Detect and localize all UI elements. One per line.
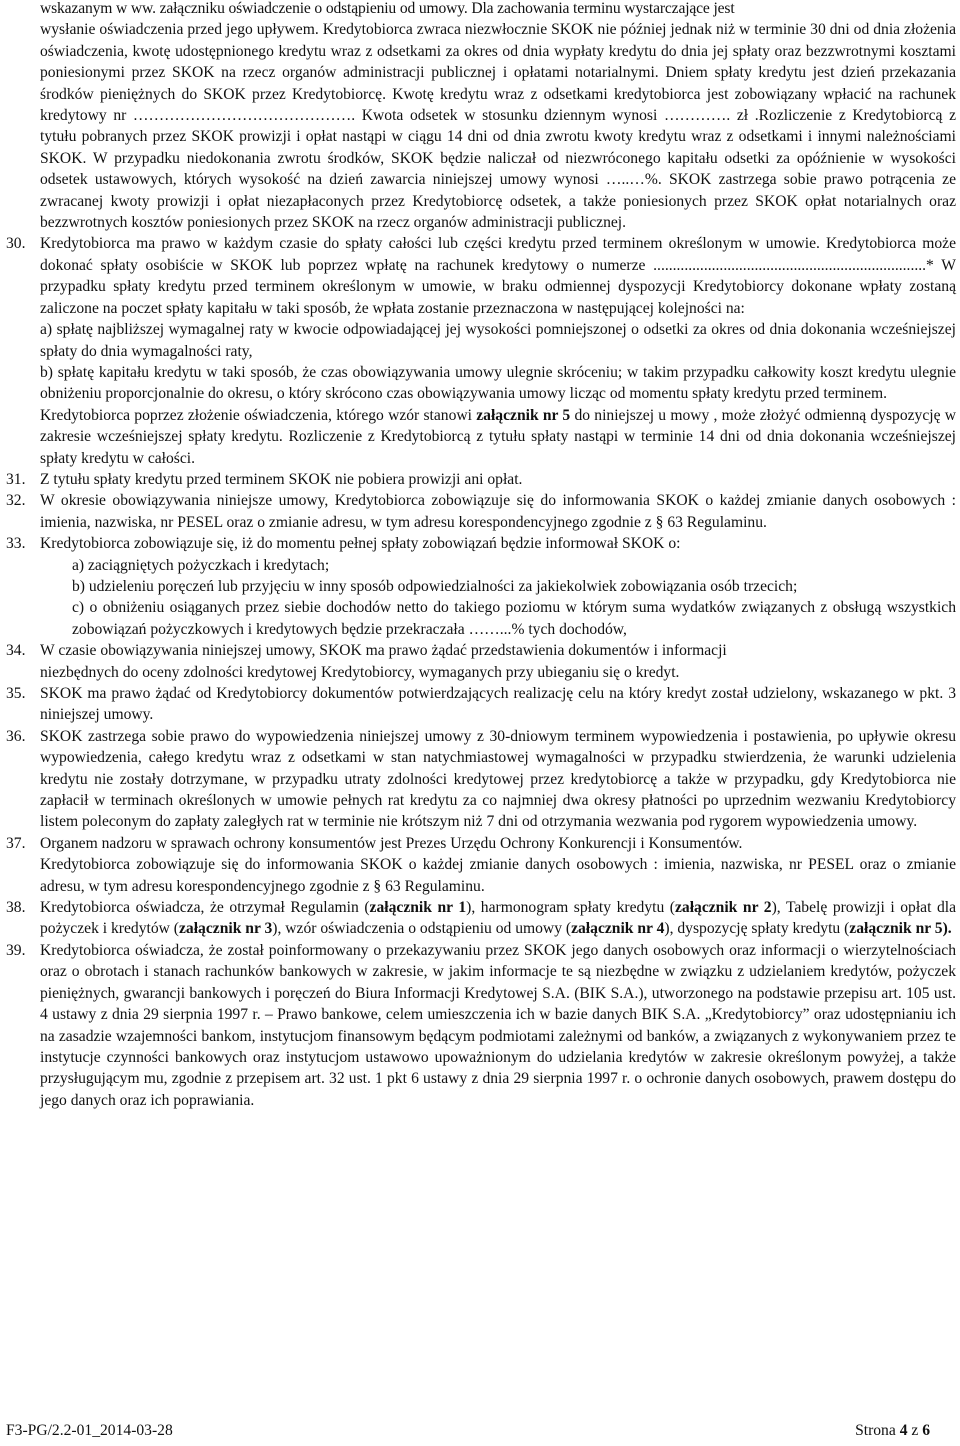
page-footer bbox=[6, 1420, 930, 1441]
clause-37 bbox=[0, 833, 960, 897]
clause-text-continued: niezbędnych do oceny zdolności kredytowej Kredytobiorcy, wymaganych przy ubieganiu się o kredyt. bbox=[40, 663, 680, 681]
clause-33-subpoint-a: a) zaciągniętych pożyczkach i kredytach; bbox=[72, 556, 330, 574]
clause-35 bbox=[0, 683, 960, 726]
clause-text-continued: Kredytobiorca zobowiązuje się do informowania SKOK o każdej zmianie danych osobowych : imienia, nazwiska, nr PESEL oraz o zmianie adresu, w tym adresu korespondencyjnego zgodnie z § 63 Regulaminu. bbox=[40, 856, 956, 895]
clause-text: Kredytobiorca oświadcza, że został poinformowany o przekazywaniu przez SKOK jego danych osobowych oraz informacji o wierzytelnościach oraz o obrotach i stanach rachunków bankowych w zakresie, w jakim informacje te są niezbędne w związku z udzielaniem kredytów, pożyczek pieniężnych, gwarancji bankowych i poręczeń do Biura Informacji Kredytowej S.A. (BIK S.A.), utworzonego na podstawie przepisu art. 105 ust. 4 ustawy z dnia 29 sierpnia 1997 r. – Prawo bankowe, celem umieszczenia ich w bazie danych BIK S.A. „Kredytobiorcy” oraz udostępnianiu ich na zasadzie wzajemności bankom, instytucjom finansowym będącym podmiotami zależnymi od banków, a związanych z wykonywaniem przez te instytucje czynności bankowych oraz instytucjom ustawowo upoważnionym do udzielania kredytów w zakresie określonym powyżej, a także przysługującym mu, zgodnie z przepisem art. 32 ust. 1 pkt 6 ustawy z dnia 29 sierpnia 1997 r. o ochronie danych osobowych, prawem dostępu do jego danych oraz ich poprawiania. bbox=[40, 941, 956, 1109]
clause-text: SKOK zastrzega sobie prawo do wypowiedzenia niniejszej umowy z 30-dniowym terminem wypowiedzenia i postawienia, po upływie okresu wypowiedzenia, całego kredytu wraz z odsetkami w stan natychmiastowej wymagalności w przypadku stwierdzenia, że warunki udzielenia kredytu nie zostały dotrzymane, w przypadku utraty zdolności kredytowej przez kredytobiorcę a także w przypadku, gdy Kredytobiorca nie zapłacił w terminach określonych w umowie pełnych rat kredytu za co najmniej dwa okresy płatności po uprzednim wezwaniu Kredytobiorcy listem poleconym do zapłaty zaległych rat w terminie nie krótszym niż 7 dni od otrzymania wezwania pod rygorem wypowiedzenia umowy. bbox=[40, 727, 956, 831]
clause-30 bbox=[0, 233, 960, 468]
clause-number: 36. bbox=[6, 727, 26, 745]
clause-text: SKOK ma prawo żądać od Kredytobiorcy dokumentów potwierdzających realizację celu na który kredyt został udzielony, wskazanego w pkt. 3 niniejszej umowy. bbox=[40, 685, 956, 724]
clause-text: W okresie obowiązywania niniejsze umowy, Kredytobiorca zobowiązuje się do informowania SKOK o każdej zmianie danych osobowych : imienia, nazwiska, nr PESEL oraz o zmianie adresu, w tym adresu korespondencyjnego zgodnie z § 63 Regulaminu. bbox=[40, 492, 956, 531]
clause-text: Kredytobiorca ma prawo w każdym czasie do spłaty całości lub części kredytu przed terminem określonym w umowie. Kredytobiorca może dokonać spłaty osobiście w SKOK lub poprzez wpłatę na rachunek kredytowy o numerze ......................................................................* W przypadku spłaty kredytu przed terminem określonym w umowie, w braku odmiennej dyspozycji Kredytobiorcy dokonane wpłaty zostaną zaliczone na poczet spłaty kapitału w taki sposób, że wpłata zostanie przeznaczona w następującej kolejności na: bbox=[40, 235, 956, 317]
clause-33-subpoint-c: c) o obniżeniu osiąganych przez siebie dochodów netto do takiego poziomu w którym suma wydatków związanych z obsługą wszystkich zobowiązań pożyczkowych i kredytowych będzie przekraczała ……...% tych dochodów, bbox=[72, 599, 956, 638]
attachment-ref: załącznik nr 1 bbox=[369, 899, 467, 917]
clause-subpoint-b: b) spłatę kapitału kredytu w taki sposób, że czas obowiązywania umowy ulegnie skróceniu; w takim przypadku całkowity koszt kredytu ulegnie obniżeniu proporcjonalnie do okresu, o który skrócono czas obowiązywania umowy licząc od momentu spłaty kredytu przed terminem. bbox=[40, 363, 956, 403]
continuation-line-1: wskazanym w ww. załączniku oświadczenie o odstąpieniu od umowy. Dla zachowania terminu wystarczające jest bbox=[40, 0, 735, 17]
clause-text: Z tytułu spłaty kredytu przed terminem SKOK nie pobiera prowizji ani opłat. bbox=[40, 470, 523, 488]
clause-number: 37. bbox=[6, 834, 26, 852]
attachment-ref: załącznik nr 5). bbox=[849, 920, 952, 938]
document-code: F3-PG/2.2-01_2014-03-28 bbox=[6, 1422, 173, 1439]
clause-number: 39. bbox=[6, 941, 26, 959]
clause-36 bbox=[0, 726, 960, 833]
clause-text: W czasie obowiązywania niniejszej umowy, SKOK ma prawo żądać przedstawienia dokumentów i informacji bbox=[40, 642, 727, 660]
clause-33-subpoint-b: b) udzieleniu poręczeń lub przyjęciu w inny sposób odpowiedzialności za jakiekolwiek zobowiązania osób trzecich; bbox=[72, 577, 798, 595]
clause-number: 32. bbox=[6, 492, 26, 510]
attachment-ref: załącznik nr 2 bbox=[674, 899, 772, 917]
clause-number: 35. bbox=[6, 685, 26, 702]
clause-38 bbox=[0, 897, 960, 940]
attachment-ref: załącznik nr 4 bbox=[571, 920, 665, 938]
clause-subpoint-a: a) spłatę najbliższej wymagalnej raty w kwocie odpowiadającej jej wysokości pomniejszonej o odsetki za okres od dnia dokonania wcześniejszej spłaty do dnia wymagalności raty, bbox=[40, 321, 956, 360]
attachment-ref: załącznik nr 3 bbox=[179, 920, 273, 938]
clause-number: 38. bbox=[6, 899, 26, 917]
clause-34 bbox=[0, 640, 960, 683]
clause-number: 33. bbox=[6, 535, 26, 553]
clause-39 bbox=[0, 940, 960, 1111]
clause-text: Kredytobiorca oświadcza, że otrzymał Regulamin (załącznik nr 1), harmonogram spłaty kredytu (załącznik nr 2), Tabelę prowizji i opłat dla pożyczek i kredytów (załącznik nr 3), wzór oświadczenia o odstąpieniu od umowy (załącznik nr 4), dyspozycję spłaty kredytu (załącznik nr 5). bbox=[40, 899, 957, 938]
clause-closing: Kredytobiorca poprzez złożenie oświadczenia, którego wzór stanowi załącznik nr 5 do niniejszej u mowy , może złożyć odmienną dyspozycję w zakresie wcześniejszej spłaty kredytu. Rozliczenie z Kredytobiorcą z tytułu spłaty nastąpi w terminie 14 dni od dnia dokonania wcześniejszej spłaty kredytu w całości. bbox=[40, 406, 957, 467]
page-number: Strona 4 z 6 bbox=[855, 1422, 930, 1439]
continuation-paragraph-2: wysłanie oświadczenia przed jego upływem. Kredytobiorca zwraca niezwłocznie SKOK nie później jednak niż w terminie 30 dni od dnia złożenia oświadczenia, kwotę udostępnionego kredytu wraz z odsetkami za okres od dnia wypłaty kredytu do dnia jej spłaty oraz bezzwrotnymi kosztami poniesionymi przez SKOK na rzecz organów administracji publicznej i opłatami notarialnymi. Dniem spłaty kredytu jest dzień przekazania środków pieniężnych do SKOK przez Kredytobiorcę. Kwotę kredytu wraz z odsetkami kredytobiorca jest zobowiązany wpłacić na rachunek kredytowy nr ……………………………………. Kwota odsetek w stosunku dziennym wynosi …………. zł .Rozliczenie z Kredytobiorcą z tytułu pobranych przez SKOK prowizji i opłat nastąpi w ciągu 14 dni od dnia zwrotu kwoty kredytu wraz z odsetkami i innymi należnościami SKOK. W przypadku niedokonania zwrotu środków, SKOK będzie naliczał od niezwróconego kapitału odsetki za opóźnienie w wysokości odsetek ustawowych, których wysokość na dzień zawarcia niniejszej umowy wynosi …..…%. SKOK zastrzega sobie prawo potrącenia ze zwracanej kwoty prowizji i opłat niezapłaconych przez Kredytobiorcę odsetek, a także poniesionych przez SKOK opłat notarialnych oraz bezzwrotnych kosztów poniesionych przez SKOK na rzecz organów administracji publicznej. bbox=[40, 21, 956, 232]
continuation-paragraph-1 bbox=[0, 0, 960, 19]
continuation-line-3: Dniem spłaty kredytu jest dzień przekazania środków pieniężnych do SKOK przez Kredytobiorcę. Kwotę kredytu wraz z odsetkami kredytobiorca jest zobowiązany wpłacić na rachunek kredytowy nr ……………………………………. Kwota odsetek w stosunku dziennym wynosi …………. zł .Rozliczenie z Kredytobiorcą z tytułu pobranych przez SKOK prowizji i opłat nastąpi w ciągu 14 dni od dnia zwrotu kwoty kredytu wraz z odsetkami i innymi należnościami SKOK. W przypadku niedokonania zwrotu środków, SKOK będzie naliczał od niezwróconego kapitału odsetki za opóźnienie w wysokości odsetek ustawowych, których wysokość na dzień zawarcia niniejszej umowy wynosi …..…%. SKOK zastrzega sobie prawo potrącenia ze zwracanej kwoty prowizji i opłat niezapłaconych przez Kredytobiorcę odsetek, a także poniesionych przez SKOK opłat notarialnych oraz bezzwrotnych kosztów poniesionych przez SKOK na rzecz organów administracji publicznej. bbox=[40, 64, 956, 232]
attachment-ref: załącznik nr 5 bbox=[476, 406, 571, 424]
clause-32 bbox=[0, 490, 960, 533]
clause-text: Organem nadzoru w sprawach ochrony konsumentów jest Prezes Urzędu Ochrony Konkurencji i Konsumentów. bbox=[40, 834, 743, 852]
clause-number: 34. bbox=[6, 642, 26, 660]
clause-31 bbox=[0, 469, 960, 490]
clause-33 bbox=[0, 533, 960, 554]
clause-text: Kredytobiorca zobowiązuje się, iż do momentu pełnej spłaty zobowiązań będzie informował SKOK o: bbox=[40, 535, 681, 553]
clause-number: 31. bbox=[6, 470, 26, 488]
clause-number: 30. bbox=[6, 235, 26, 253]
